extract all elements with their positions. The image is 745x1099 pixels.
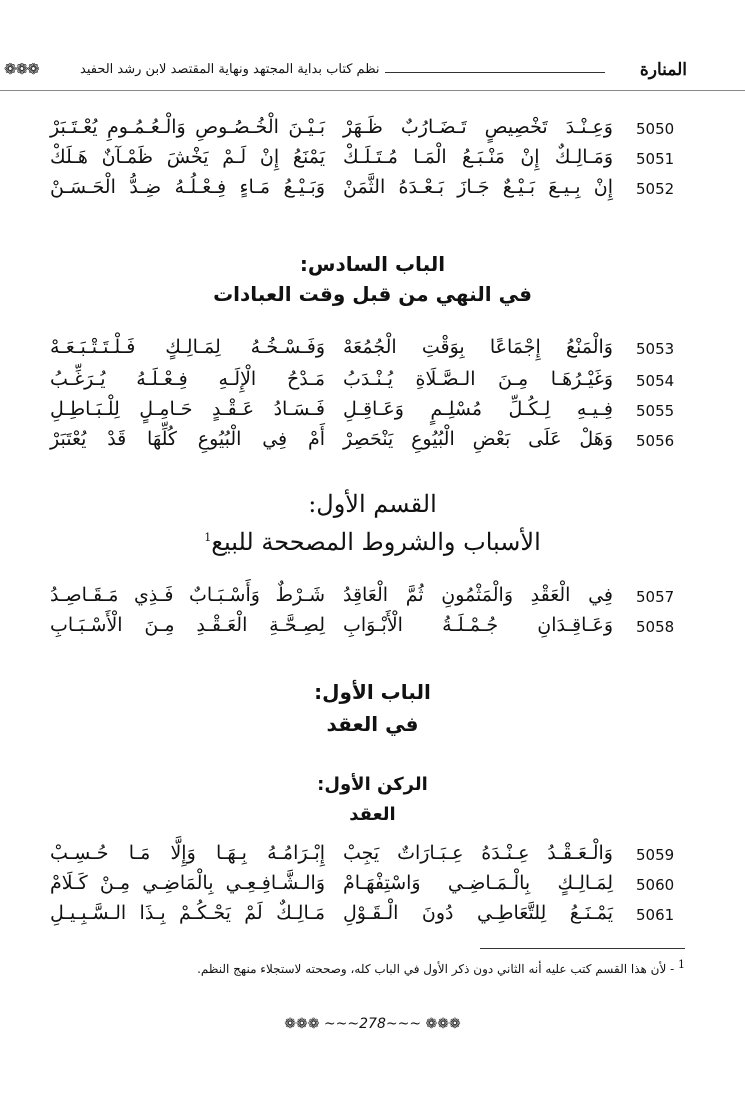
verse-second-hemistich: لِصِـحَّـةِ الْعَـقْـدِ مِـنَ الْأَسْـبَـابِ [50, 614, 325, 636]
page-header [0, 58, 745, 88]
verse-second-hemistich: وَبَـيْـعُ مَـاءٍ فِـعْـلُـهُ ضِـدُّ الْحَـسَـنْ [50, 176, 325, 198]
verse-first-hemistich: وَغَيْـرُهَـا مِـنَ الـصَّـلَاةِ يُـنْـدَبُ [343, 368, 613, 390]
header-rule [0, 90, 745, 91]
verse-number: 5060 [636, 876, 675, 894]
verse-second-hemistich: شَـرْطٌ وَأَسْـبَـابٌ فَـذِي مَـقَـاصِـدُ [50, 584, 325, 606]
verse-number: 5061 [636, 906, 675, 924]
verse-row [0, 116, 745, 144]
verse-row [0, 368, 745, 396]
verse-first-hemistich: لِمَـالِـكٍ بِالْـمَـاضِـي وَاسْتِفْهَـامْ [343, 872, 613, 894]
verse-number: 5054 [636, 372, 675, 390]
verse-second-hemistich: يَمْنَعُ إِنْ لَـمْ يَخْشَ ظَمْـآنٌ هَـلَكْ [50, 146, 325, 168]
verse-second-hemistich: وَفَـسْـخُـهُ لِمَـالِـكٍ فَـلْـتَـتْـبَـعَـهْ [50, 336, 325, 358]
verse-row [0, 872, 745, 900]
verse-number: 5051 [636, 150, 675, 168]
header-ornament: ❁❁❁ [4, 60, 39, 78]
verse-second-hemistich: بَـيْـنَ الْخُـصُـوصِ وَالْـعُـمُـومِ يُعْـتَـبَرْ [50, 116, 325, 138]
verse-number: 5050 [636, 120, 675, 138]
pillar-title: العقد [349, 804, 396, 825]
verse-first-hemistich: إِنْ بِـيـعَ بَـيْـعٌ جَـازَ بَـعْـدَهُ الثَّمَنْ [343, 176, 613, 198]
header-title: المنارة [639, 60, 687, 80]
verse-number: 5055 [636, 402, 675, 420]
footnote: $^1$ - لأن هذا القسم كتب عليه أنه الثاني دون ذكر الأول في الباب كله، وصححته لاستجلاء منهج النظم. [197, 958, 685, 976]
footnote-reference[interactable]: 1 [204, 531, 212, 544]
verse-first-hemistich: فِي الْعَقْدِ وَالْمَثْمُونِ ثُمَّ الْعَاقِدُ [343, 584, 613, 606]
verse-first-hemistich: وَعِـنْـدَ تَخْصِيصٍ تَـضَـارُبٌ ظَـهَرْ [343, 116, 613, 138]
verse-first-hemistich: وَالْمَنْعُ إِجْمَاعًا بِوَقْتِ الْجُمُعَهْ [343, 336, 613, 358]
verse-number: 5053 [636, 340, 675, 358]
part-title-text: الأسباب والشروط المصححة للبيع [211, 528, 541, 556]
verse-first-hemistich: يَمْـنَـعُ لِلتَّعَاطِـي دُونَ الْـقَـوْلِ [343, 902, 613, 924]
verse-first-hemistich: فِـيـهِ لِـكُـلِّ مُسْلِـمٍ وَعَـاقِـلِ [343, 398, 613, 420]
verse-second-hemistich: إِبْـرَامُـهُ بِـهَـا وَإِلَّا مَـا حُـسِـبْ [50, 842, 325, 864]
page-number: 278 [359, 1016, 386, 1032]
verse-number: 5056 [636, 432, 675, 450]
verse-first-hemistich: وَهَلْ عَلَى بَعْضِ الْبُيُوعِ يَنْحَصِرْ [343, 428, 613, 450]
verse-number: 5052 [636, 180, 675, 198]
verse-second-hemistich: مَـدْحُ الْإِلَـهِ فِـعْـلَـهُ يُـرَغِّـبُ [50, 368, 325, 390]
part-label: القسم الأول: [308, 490, 437, 518]
verse-row [0, 584, 745, 612]
page-footer: ❁❁❁ ~~~278~~~ ❁❁❁ [284, 1016, 461, 1032]
verse-row [0, 176, 745, 204]
verse-first-hemistich: وَعَـاقِـدَانِ جُـمْـلَـةُ الْأَبْـوَابِ [343, 614, 613, 636]
verse-row [0, 902, 745, 930]
verse-first-hemistich: وَالْـعَـقْـدُ عِـنْـدَهُ عِـبَـارَاتٌ يَجِبْ [343, 842, 613, 864]
header-divider [385, 72, 605, 73]
verse-second-hemistich: أَمْ فِي الْبُيُوعِ كُلِّهَا قَدْ يُعْتَبَرْ [50, 428, 325, 450]
verse-row [0, 842, 745, 870]
footnote-rule [480, 948, 685, 949]
verse-row [0, 146, 745, 174]
verse-number: 5057 [636, 588, 675, 606]
verse-second-hemistich: وَالـشَّـافِـعِـي بِالْمَاضِـي مِـنْ كَـلَامْ [50, 872, 325, 894]
verse-row [0, 336, 745, 364]
chapter-title: في النهي من قبل وقت العبادات [213, 282, 532, 306]
header-book-title: نظم كتاب بداية المجتهد ونهاية المقتصد لابن رشد الحفيد [80, 62, 380, 77]
footer-ornament-right: ❁❁❁ [425, 1016, 461, 1032]
verse-second-hemistich: مَـالِـكٌ لَمْ يَحْـكُـمْ بِـذَا الـسَّـبِـيـلِ [50, 902, 325, 924]
verse-row [0, 428, 745, 456]
verse-row [0, 614, 745, 642]
pillar-label: الركن الأول: [317, 774, 428, 795]
footnote-mark: 1 [678, 958, 685, 971]
footnote-text: لأن هذا القسم كتب عليه أنه الثاني دون ذكر الأول في الباب كله، وصححته لاستجلاء منهج النظم. [197, 962, 667, 976]
footer-ornament-left: ❁❁❁ [284, 1016, 320, 1032]
chapter-label: الباب الأول: [314, 680, 431, 704]
chapter-title: في العقد [326, 712, 419, 736]
part-title [0, 528, 745, 556]
chapter-label: الباب السادس: [299, 252, 446, 276]
verse-first-hemistich: وَمَـالِـكٌ إِنْ مَنْـبَـعُ الْمَـا مُـتَـلَـكْ [343, 146, 613, 168]
verse-number: 5059 [636, 846, 675, 864]
verse-second-hemistich: فَـسَـادُ عَـقْـدٍ حَـامِـلٍ لِلْـبَـاطِـلِ [50, 398, 325, 420]
verse-row [0, 398, 745, 426]
verse-number: 5058 [636, 618, 675, 636]
